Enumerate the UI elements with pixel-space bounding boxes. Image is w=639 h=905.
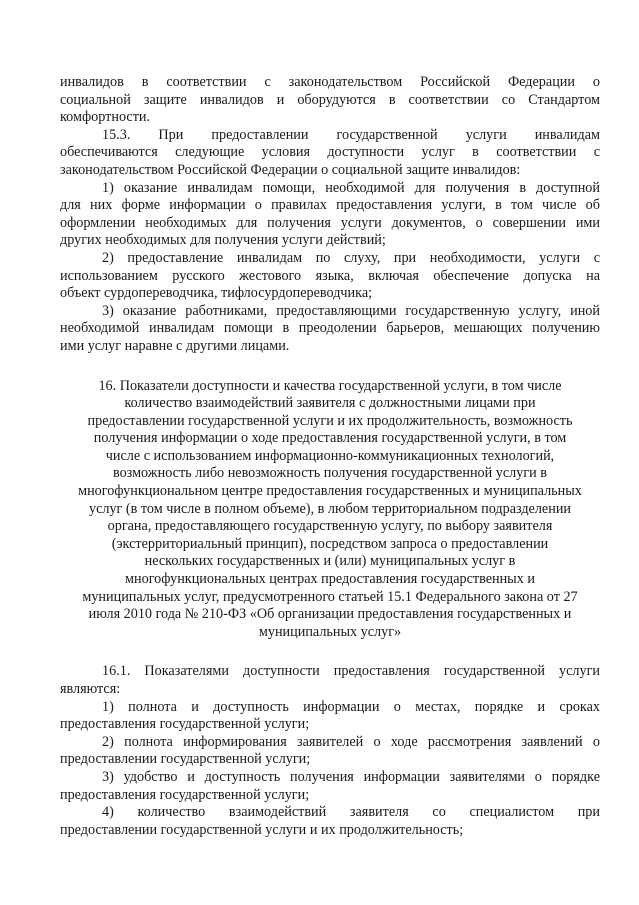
section-heading-16 <box>60 378 600 642</box>
text-line: 1) полнота и доступность информации о местах, порядке и сроках <box>102 698 600 715</box>
heading-line: муниципальных услуг, предусмотренного статьей 15.1 Федерального закона от 27 <box>82 588 578 605</box>
heading-line: числе с использованием информационно-коммуникационных технологий, <box>105 447 555 464</box>
heading-line: 16. Показатели доступности и качества государственной услуги, в том числе <box>98 377 562 394</box>
list-item-16-1-2 <box>60 734 600 769</box>
heading-line: получения информации о ходе предоставления государственной услуги, в том <box>93 430 567 447</box>
list-item-15-3-1 <box>60 180 600 250</box>
text-line: 2) полнота информирования заявителей о ходе рассмотрения заявлений о <box>102 733 600 750</box>
heading-line: июля 2010 года № 210-ФЗ «Об организации предоставления государственных и <box>88 606 572 623</box>
heading-line: органа, предоставляющего государственную услугу, по выбору заявителя <box>107 518 553 535</box>
text-line: объект сурдопереводчика, тифлосурдопереводчика; <box>60 285 373 302</box>
heading-line: (экстерриториальный принцип), посредством запроса о предоставлении <box>111 535 549 552</box>
text-line: 3) оказание работниками, предоставляющими государственную услугу, иной <box>102 302 600 319</box>
text-line: необходимой инвалидам помощи в преодолении барьеров, мешающих получению <box>60 320 600 337</box>
text-line: оформлении необходимых для получения услуги документов, о совершении ими <box>60 214 600 231</box>
list-item-15-3-3 <box>60 303 600 356</box>
text-line: 3) удобство и доступность получения информации заявителями о порядке <box>102 768 600 785</box>
text-line: ими услуг наравне с другими лицами. <box>60 337 290 354</box>
heading-line: муниципальных услуг» <box>258 623 402 640</box>
text-line: законодательством Российской Федерации о социальной защите инвалидов: <box>60 161 521 178</box>
text-line: предоставлении государственной услуги; <box>60 751 311 768</box>
heading-line: предоставлении государственной услуги и их продолжительность, возможность <box>87 412 573 429</box>
text-line: 15.3. При предоставлении государственной услуги инвалидам <box>102 126 600 143</box>
text-line: предоставления государственной услуги; <box>60 716 310 733</box>
paragraph-15-3 <box>60 127 600 180</box>
heading-line: возможность либо невозможность получения государственной услуги в <box>112 465 547 482</box>
spacer <box>60 356 600 378</box>
text-line: для них форме информации о правилах предоставления услуги, в том числе об <box>60 197 600 214</box>
text-line: обеспечиваются следующие условия доступности услуг в соответствии с <box>60 144 600 161</box>
text-line: предоставлении государственной услуги и их продолжительность; <box>60 821 464 838</box>
text-line: инвалидов в соответствии с законодательством Российской Федерации о <box>60 74 600 90</box>
text-line: являются: <box>60 681 121 697</box>
heading-line: многофункциональном центре предоставления государственных и муниципальных <box>78 483 582 500</box>
text-line: социальной защите инвалидов и оборудуются в соответствии со Стандартом <box>60 91 600 108</box>
spacer <box>60 641 600 663</box>
list-item-16-1-1 <box>60 699 600 734</box>
text-line: 1) оказание инвалидам помощи, необходимой для получения в доступной <box>102 179 600 196</box>
paragraph-16-1 <box>60 663 600 698</box>
text-line: других необходимых для получения услуги действий; <box>60 232 386 249</box>
list-item-15-3-2 <box>60 250 600 303</box>
heading-line: услуг (в том числе в полном объеме), в любом территориальном подразделении <box>88 500 572 517</box>
document-page <box>60 74 600 839</box>
list-item-16-1-3 <box>60 769 600 804</box>
text-line: комфортности. <box>60 109 151 126</box>
heading-line: многофункциональных центрах предоставления государственных и <box>125 571 535 588</box>
text-line: 4) количество взаимодействий заявителя со специалистом при <box>102 804 600 821</box>
heading-line: количество взаимодействий заявителя с должностными лицами при <box>124 395 536 412</box>
text-line: использованием русского жестового языка, включая обеспечение допуска на <box>60 267 600 284</box>
text-line: предоставления государственной услуги; <box>60 786 310 803</box>
paragraph-15-2-tail <box>60 74 600 127</box>
heading-line: нескольких государственных и (или) муниципальных услуг в <box>144 553 516 570</box>
list-item-16-1-4 <box>60 804 600 839</box>
text-line: 2) предоставление инвалидам по слуху, при необходимости, услуги с <box>102 249 600 266</box>
text-line: 16.1. Показателями доступности предоставления государственной услуги <box>102 663 600 680</box>
